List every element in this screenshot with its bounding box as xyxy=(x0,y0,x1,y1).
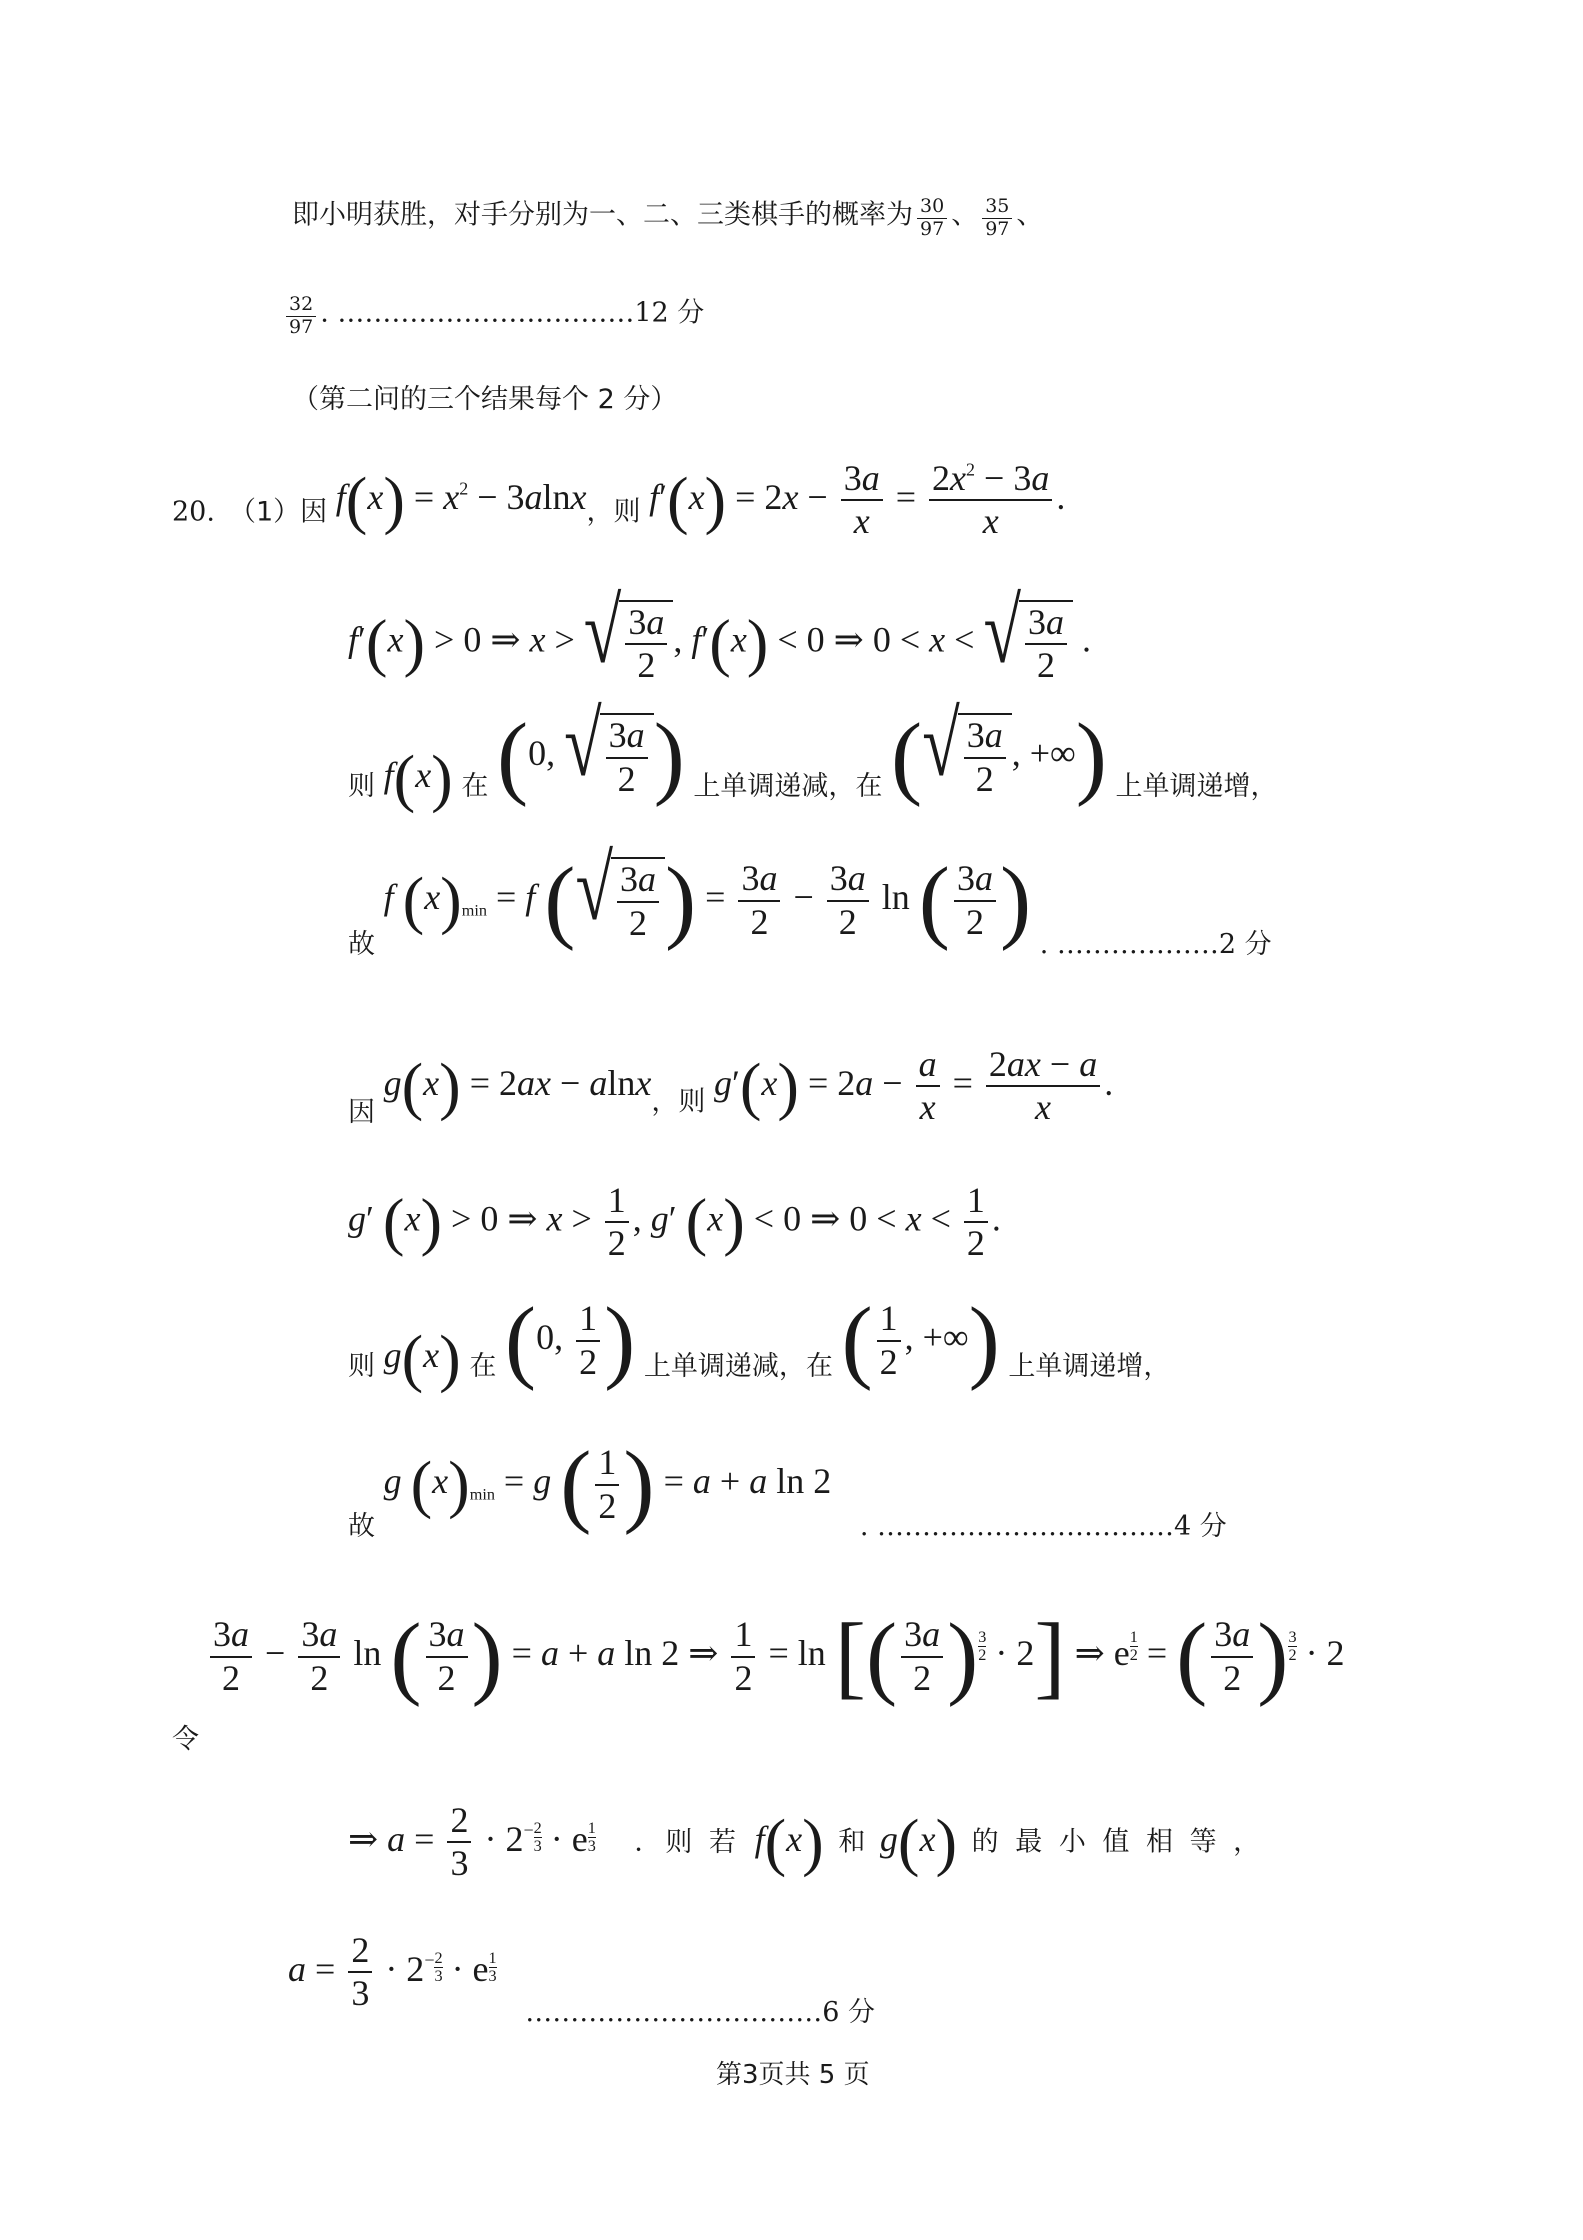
score-12: . ……………………………12 分 xyxy=(320,297,705,329)
page-footer: 第3页共 5 页 xyxy=(716,2060,870,2090)
q20-line: 20. （1）因 $f(x) = x^2 - 3alnx$，则 f′(x) = 2x − $\frac{3a}{x}$ = $\frac{2x^2 - 3a}{x}$ . xyxy=(172,458,1066,542)
g-definition-line: 因 g(x) = 2ax − alnx，则 g′(x) = 2a − $\frac{a}{x}$ = $\frac{2ax - a}{x}$ . xyxy=(348,1044,1114,1128)
line-1-text: 即小明获胜，对手分别为一、二、三类棋手的概率为 xyxy=(292,199,913,231)
f-minimum: 故 f $(x)_{min} = f$ ( √ $\frac{3a}{2}$ ) = $\frac{3a}{2}$ − $\frac{3a}{2}$ ln ( $\frac{3a}{2}$ ) . ………………2 分 xyxy=(348,836,1272,961)
line-2 xyxy=(282,294,704,339)
fraction-32-97: $\frac{32}{97}$ xyxy=(286,294,316,339)
f-definition: $f(x) = x^2 - 3alnx$ xyxy=(335,463,587,536)
g-monotonic: 则 g(x) 在 (0, $\frac{1}{2}$ ) 上单调递减，在 ( $\frac{1}{2}$ , +∞) 上单调递增， xyxy=(348,1289,1171,1395)
f-monotonic: 则 f(x) 在 (0, √ $\frac{3a}{2}$ ) 上单调递减，在 ( √ $\frac{3a}{2}$ , +∞) 上单调递增， xyxy=(348,692,1278,815)
g-minimum: 故 g $(x)_{min} = g$ ( $\frac{1}{2}$ ) = a + a ln 2 . ……………………………4 分 xyxy=(348,1433,1227,1543)
score-4: . ……………………………4 分 xyxy=(859,1511,1227,1543)
line-1: 即小明获胜，对手分别为一、二、三类棋手的概率为 $\frac{30}{97}$ 、 $\frac{35}{97}$ 、 xyxy=(292,195,1044,240)
score-2: . ………………2 分 xyxy=(1039,929,1272,961)
fraction-35-97: $\frac{35}{97}$ xyxy=(982,196,1012,241)
scoring-note: （第二问的三个结果每个 2 分） xyxy=(292,384,678,415)
score-6: ……………………………6 分 xyxy=(525,1996,875,2028)
question-number: 20. xyxy=(172,496,215,528)
g-sign-analysis: g′ (x) > 0 ⇒ x > $\frac{1}{2}$ , g′ (x) < 0 ⇒ 0 < x < $\frac{1}{2}$ . xyxy=(348,1180,1001,1264)
ling-label: 令 xyxy=(172,1724,199,1755)
f-sign-analysis: f′(x) > 0 ⇒ x > √ $\frac{3a}{2}$ , f′(x) < 0 ⇒ 0 < x < √ $\frac{3a}{2}$ . xyxy=(348,579,1091,686)
solve-a: ⇒ a = $\frac{2}{3}$ · $2^{- \frac{2}{3}}$ · e $^{\frac{1}{3}}$ ．则 若 f(x) 和 g(x) 的 最 小 值 相 等 ， xyxy=(348,1800,1265,1884)
f-derivative: f′(x) = 2x − $\frac{3a}{x}$ = $\frac{2x^2 - 3a}{x}$ . xyxy=(649,458,1066,542)
fraction-30-97: $\frac{30}{97}$ xyxy=(917,196,947,241)
equate-minimums: $\frac{3a}{2}$ − $\frac{3a}{2}$ ln ( $\frac{3a}{2}$ ) = a + a ln 2 ⇒ $\frac{1}{2}$ = ln [( $\frac{3a}{2}$ ) $\frac{3}{2}$ · 2] ⇒ e $\frac{1}{2}$ = ( $\frac{3a}{2}$ ) $\frac{3}{2}$ · 2 xyxy=(206,1610,1345,1704)
final-a: a = $\frac{2}{3}$ · $2^{- \frac{2}{3}}$ · e $^{\frac{1}{3}}$ ……………………………6 分 xyxy=(288,1930,875,2028)
question-part: （1）因 xyxy=(228,496,328,528)
